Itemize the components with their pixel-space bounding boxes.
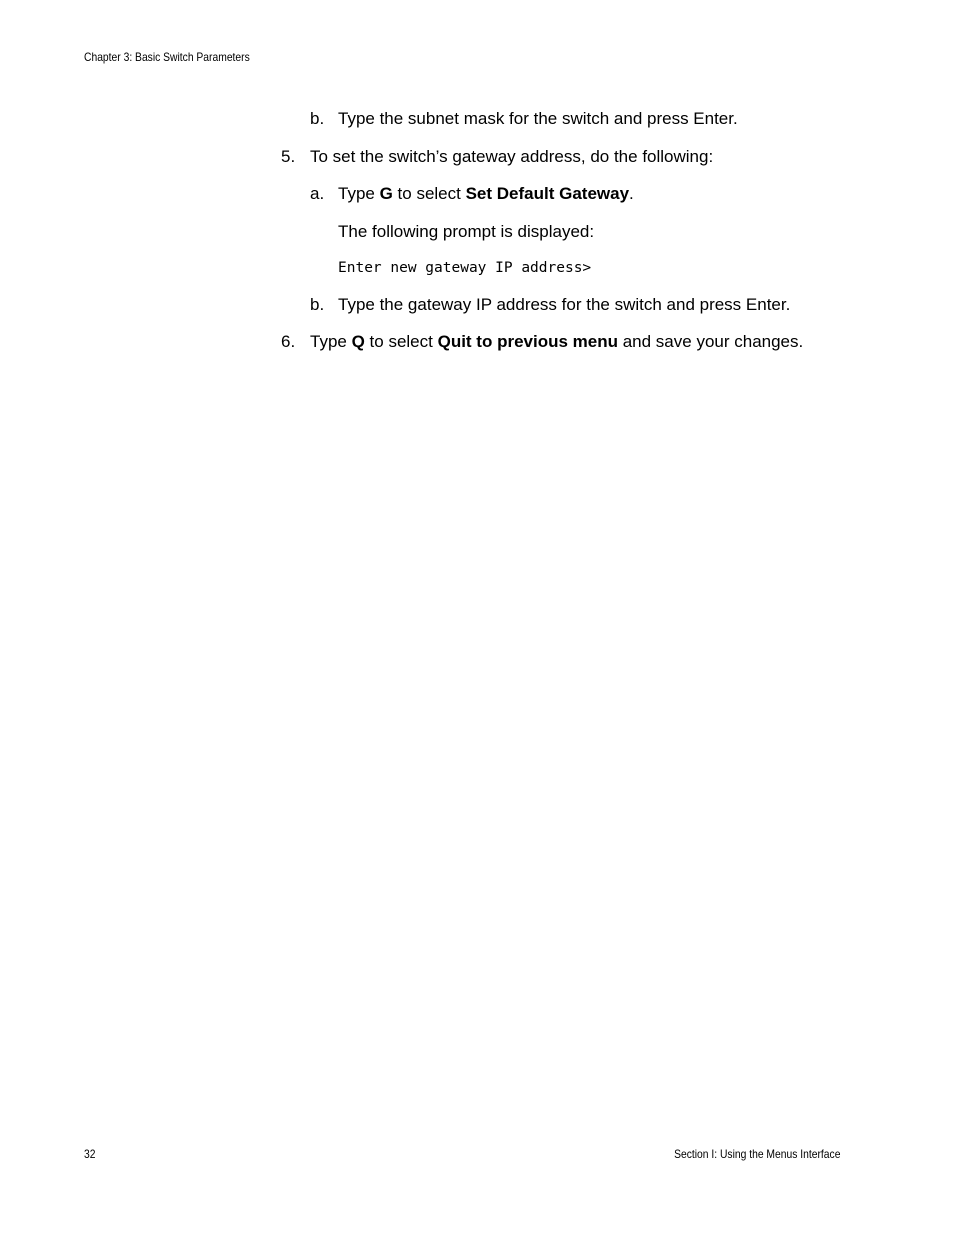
option-set-default-gateway: Set Default Gateway xyxy=(465,184,630,203)
step-5-marker: 5. xyxy=(281,147,296,166)
prompt-code: Enter new gateway IP address> xyxy=(338,260,592,276)
step-5-text: To set the switch’s gateway address, do the following: xyxy=(310,147,714,166)
running-header-chapter: Chapter 3: Basic Switch Parameters xyxy=(84,50,250,64)
step-6-marker: 6. xyxy=(281,332,296,351)
step-5a-text: Type G to select Set Default Gateway. xyxy=(338,184,634,203)
key-q: Q xyxy=(351,332,365,351)
page-number: 32 xyxy=(84,1147,96,1161)
prompt-intro-text: The following prompt is displayed: xyxy=(338,222,595,241)
option-quit-to-previous-menu: Quit to previous menu xyxy=(437,332,618,351)
key-g: G xyxy=(379,184,393,203)
step-5a-marker: a. xyxy=(310,184,325,203)
running-footer-section: Section I: Using the Menus Interface xyxy=(673,1147,840,1161)
step-5b-text: Type the gateway IP address for the switch and press Enter. xyxy=(338,295,791,314)
step-4b-text: Type the subnet mask for the switch and press Enter. xyxy=(338,109,738,128)
step-5b-marker: b. xyxy=(310,295,325,314)
step-4b-marker: b. xyxy=(310,109,325,128)
step-6-text: Type Q to select Quit to previous menu and save your changes. xyxy=(310,332,804,351)
